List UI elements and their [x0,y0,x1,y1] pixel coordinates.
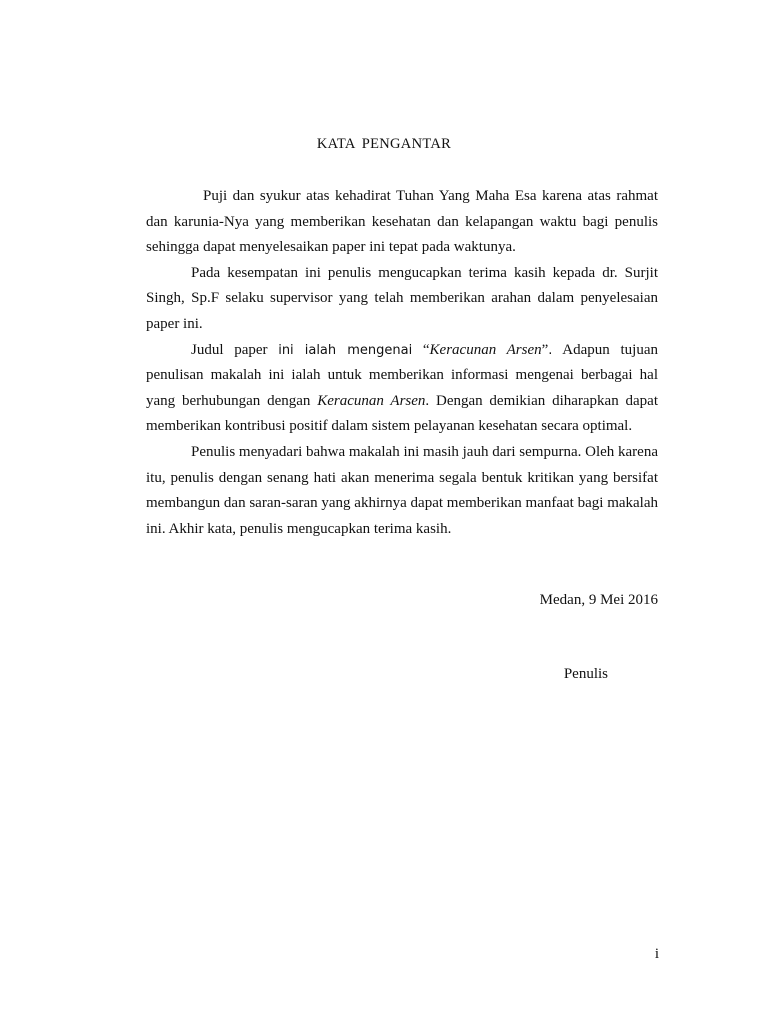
paragraph-3-period-sans: . [548,342,553,358]
paragraph-1: Puji dan syukur atas kehadirat Tuhan Yang Maha Esa karena atas rahmat dan karunia-Nya yang memberikan kesehatan dan kelapangan waktu bagi penulis sehingga dapat menyelesaikan paper ini tepat pada waktunya. [146,188,658,256]
body-text [146,184,658,542]
paragraph-4: Penulis menyadari bahwa makalah ini masih jauh dari sempurna. Oleh karena itu, penulis dengan senang hati akan menerima segala bentuk kritikan yang bersifat membangun dan saran-saran yang akhirnya dapat memberikan manfaat bagi makalah ini. Akhir kata, penulis mengucapkan terima kasih. [146,443,658,537]
page-number: i [654,946,659,962]
paragraph-3-run-sans: ini ialah mengenai [278,342,413,358]
paragraph-3-run-3: . Dengan demikian diharapkan dapat memberikan kontribusi positif dalam sistem pelayanan kesehatan secara optimal. [146,392,658,435]
paragraph-3-run-2: Adapun tujuan penulisan makalah ini ialah untuk memberikan informasi mengenai berbagai hal yang berhubungan dengan [146,341,658,409]
page-title: KATA PENGANTAR [316,136,452,152]
paragraph-2: Pada kesempatan ini penulis mengucapkan terima kasih kepada dr. Surjit Singh, Sp.F selaku supervisor yang telah memberikan arahan dalam penyelesaian paper ini. [146,264,658,332]
paragraph-3-open-quote: “ [412,341,430,358]
paragraph-3-run-1: Judul paper [191,341,279,358]
italic-term-keracunan-arsen: Keracunan Arsen [429,341,542,358]
paragraph-3 [146,338,658,440]
paragraph-3-close-quote: ” [541,341,549,358]
signer-label: Penulis [563,666,608,682]
italic-term-keracunan-arsen-2: Keracunan Arsen [317,392,426,409]
place-date: Medan, 9 Mei 2016 [539,592,658,608]
